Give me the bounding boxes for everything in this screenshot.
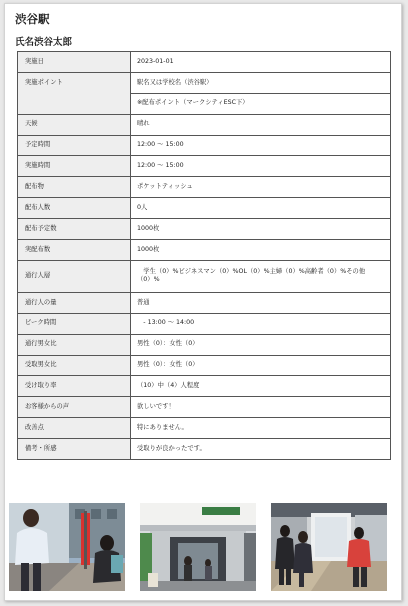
photo-plaza-passersby bbox=[271, 503, 387, 591]
row-label: 配布物 bbox=[18, 177, 131, 198]
report-table bbox=[17, 51, 391, 460]
row-value: 学生（0）%ビジネスマン（0）%OL（0）%主婦（0）%高齢者（0）%その他（0）% bbox=[131, 260, 391, 292]
row-label: 受取男女比 bbox=[18, 355, 131, 376]
table-row bbox=[18, 219, 391, 240]
row-value: 1000枚 bbox=[131, 240, 391, 261]
table-row bbox=[18, 260, 391, 292]
row-value: ポケットティッシュ bbox=[131, 177, 391, 198]
photo-street-distribution bbox=[9, 503, 125, 591]
row-value: 受取りが良かったです。 bbox=[131, 439, 391, 460]
table-row bbox=[18, 156, 391, 177]
row-value: 男性（0）：女性（0） bbox=[131, 334, 391, 355]
table-row bbox=[18, 313, 391, 334]
table-row bbox=[18, 72, 391, 93]
table-row bbox=[18, 292, 391, 313]
row-label: 備考・所感 bbox=[18, 439, 131, 460]
row-value: 男性（0）：女性（0） bbox=[131, 355, 391, 376]
row-label: 実施時間 bbox=[18, 156, 131, 177]
row-value: 欲しいです！ bbox=[131, 397, 391, 418]
row-value: （10）中（4）人程度 bbox=[131, 376, 391, 397]
row-value: 12:00 ～ 15:00 bbox=[131, 156, 391, 177]
table-row bbox=[18, 439, 391, 460]
row-value: ※配布ポイント（マークシティESC下） bbox=[131, 93, 391, 114]
table-row bbox=[18, 135, 391, 156]
row-label: 実施ポイント bbox=[18, 72, 131, 114]
staff-name: 氏名渋谷太郎 bbox=[15, 37, 73, 48]
row-label: 受け取り率 bbox=[18, 376, 131, 397]
row-label: 実配布数 bbox=[18, 240, 131, 261]
row-label: 配布人数 bbox=[18, 198, 131, 219]
row-value: 1000枚 bbox=[131, 219, 391, 240]
row-value: - 13:00 ～ 14:00 bbox=[131, 313, 391, 334]
table-row bbox=[18, 198, 391, 219]
table-row bbox=[18, 52, 391, 73]
row-label: 通行人層 bbox=[18, 260, 131, 292]
row-label: 通行男女比 bbox=[18, 334, 131, 355]
row-value: 0人 bbox=[131, 198, 391, 219]
row-label: お客様からの声 bbox=[18, 397, 131, 418]
row-value: 晴れ bbox=[131, 114, 391, 135]
row-label: 予定時間 bbox=[18, 135, 131, 156]
row-label: 通行人の量 bbox=[18, 292, 131, 313]
table-row bbox=[18, 240, 391, 261]
row-label: 改善点 bbox=[18, 418, 131, 439]
row-label: ピーク時間 bbox=[18, 313, 131, 334]
row-value: 駅名又は学校名（渋谷駅） bbox=[131, 72, 391, 93]
station-title: 渋谷駅 bbox=[15, 12, 50, 26]
table-row bbox=[18, 355, 391, 376]
row-label: 実施日 bbox=[18, 52, 131, 73]
photo-station-entrance bbox=[140, 503, 256, 591]
table-row bbox=[18, 376, 391, 397]
row-value: 2023-01-01 bbox=[131, 52, 391, 73]
row-value: 特にありません。 bbox=[131, 418, 391, 439]
table-row bbox=[18, 418, 391, 439]
row-value: 12:00 ～ 15:00 bbox=[131, 135, 391, 156]
table-row bbox=[18, 114, 391, 135]
row-value: 普通 bbox=[131, 292, 391, 313]
table-row bbox=[18, 177, 391, 198]
table-row bbox=[18, 334, 391, 355]
row-label: 天候 bbox=[18, 114, 131, 135]
table-row bbox=[18, 397, 391, 418]
row-label: 配布予定数 bbox=[18, 219, 131, 240]
